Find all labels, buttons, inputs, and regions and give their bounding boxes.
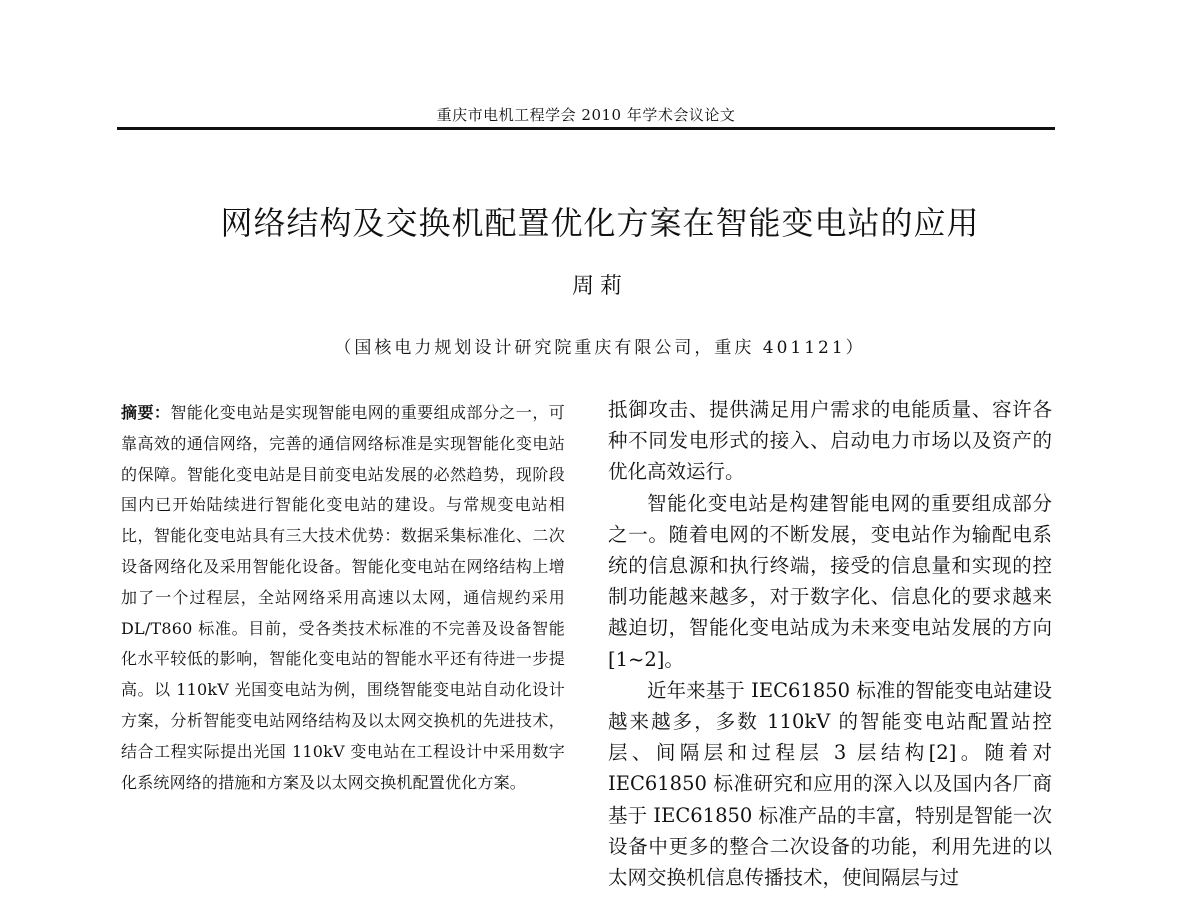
- header-rule: [117, 127, 1055, 130]
- running-head: 重庆市电机工程学会 2010 年学术会议论文: [436, 106, 736, 124]
- body-paragraph: 抵御攻击、提供满足用户需求的电能质量、容许各种不同发电形式的接入、启动电力市场以及资产的优化高效运行。: [608, 398, 1052, 484]
- author-name: 周莉: [571, 274, 628, 299]
- abstract-text: 智能化变电站是实现智能电网的重要组成部分之一，可靠高效的通信网络，完善的通信网络标准是实现智能化变电站的保障。智能化变电站是目前变电站发展的必然趋势，现阶段国内已开始陆续进行智能化变电站的建设。与常规变电站相比，智能化变电站具有三大技术优势：数据采集标准化、二次设备网络化及采用智能化设备。智能化变电站在网络结构上增加了一个过程层，全站网络采用高速以太网，通信规约采用 DL/T860 标准。目前，受各类技术标准的不完善及设备智能化水平较低的影响，智能化变电站的智能水平还有待进一步提高。以 110kV 光国变电站为例，围绕智能变电站自动化设计方案，分析智能变电站网络结构及以太网交换机的先进技术，结合工程实际提出光国 110kV 变电站在工程设计中采用数字化系统网络的措施和方案及以太网交换机配置优化方案。: [121, 403, 565, 792]
- paper-title: 网络结构及交换机配置优化方案在智能变电站的应用: [220, 204, 980, 242]
- body-column: [608, 394, 1052, 893]
- affiliation: （国核电力规划设计研究院重庆有限公司，重庆 401121）: [334, 338, 866, 358]
- body-paragraph: 智能化变电站是构建智能电网的重要组成部分之一。随着电网的不断发展，变电站作为输配电系统的信息源和执行终端，接受的信息量和实现的控制功能越来越多，对于数字化、信息化的要求越来越迫切，智能化变电站成为未来变电站发展的方向[1~2]。: [608, 491, 1052, 671]
- abstract-label: 摘要：: [121, 403, 171, 422]
- body-paragraph: 近年来基于 IEC61850 标准的智能变电站建设越来越多，多数 110kV 的智能变电站配置站控层、间隔层和过程层 3 层结构[2]。随着对 IEC61850 标准研究和应用的深入以及国内各厂商基于 IEC61850 标准产品的丰富，特别是智能一次设备中更多的整合二次设备的功能，利用先进的以太网交换机信息传播技术，使间隔层与过: [608, 678, 1052, 890]
- abstract: [121, 398, 565, 798]
